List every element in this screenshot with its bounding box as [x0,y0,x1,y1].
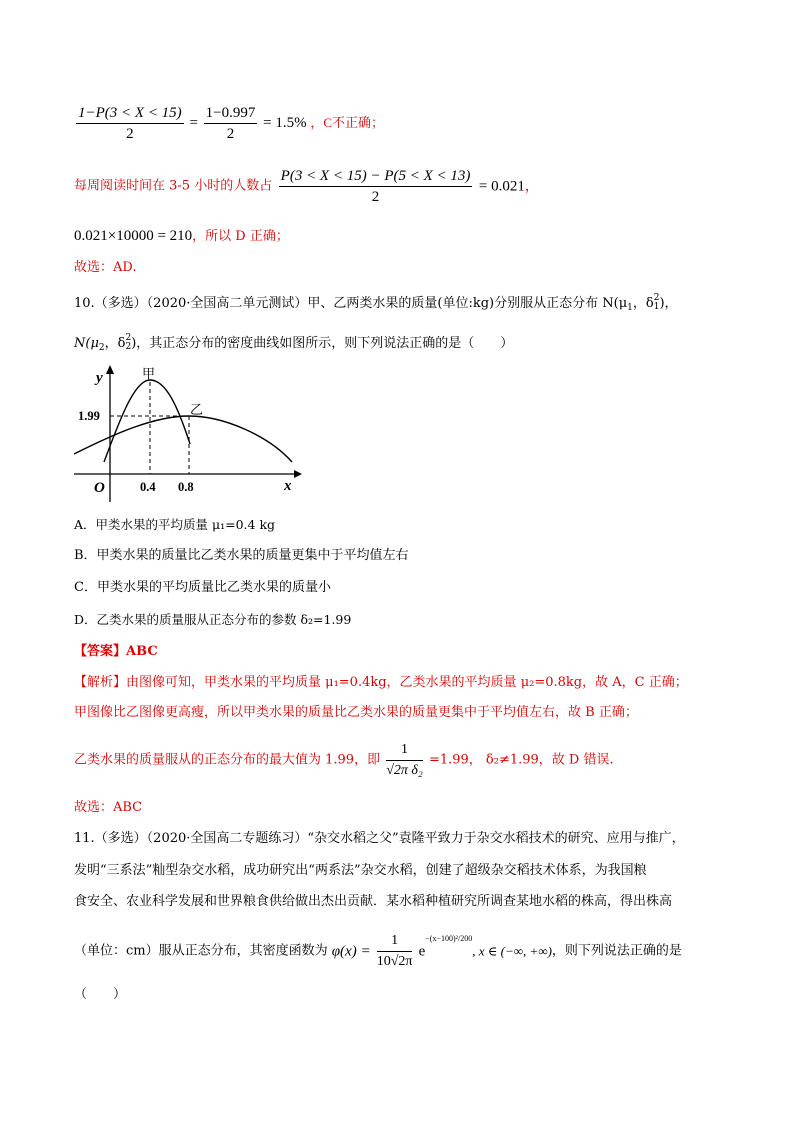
conclusion-c: ，C不正确； [310,114,385,130]
solution-line-1 [74,104,384,143]
density-coefficient [377,932,413,971]
solution-line-3 [74,227,289,246]
q11-answer-blank: （ ） [74,987,127,1002]
solution-line-2 [74,167,539,206]
mu1-subscript: 1 [627,303,633,313]
q10-stem-line-2 [74,334,513,357]
proportion-fraction [279,167,473,206]
fraction-left-numerator: 1−P(3 < X < 15) [76,104,184,124]
analysis-3-text: 乙类水果的质量服从的正态分布的最大值为 1.99，即 [74,752,381,768]
n-mu2: N(μ [74,336,99,351]
product-expression: 0.021×10000 = 210 [74,228,193,244]
choose-ad: 故选：AD. [74,260,137,275]
q11-stem-tail: ，则下列说法正确的是 [551,943,682,959]
delta1-sub: 1 [653,302,660,312]
x-axis-label: x [284,478,292,494]
y-tick-1.99: 1.99 [78,409,100,423]
percent-result: = 1.5% [263,114,307,131]
analysis-3-tail: =1.99， δ₂≠1.99，故 D 错误. [428,752,614,768]
curve-jia-label: 甲 [142,366,156,381]
q10-stem-text: 10.（多选）（2020·全国高二单元测试）甲、乙两类水果的质量(单位:kg)分别服从正态分布 N(μ [74,296,628,311]
fraction-left-denominator: 2 [126,126,134,142]
conclusion-d: ，所以 D 正确； [192,229,289,244]
delta2-sub: 2 [125,342,132,352]
normal-density-graph [74,362,304,502]
q10-stem-line-1 [74,294,678,317]
curve-jia [104,380,190,462]
origin-label: O [94,480,105,496]
fraction-right-numerator: 1−0.997 [204,104,258,124]
comma: ， [524,178,539,195]
delta1-sup: 2 [653,293,660,303]
curve-yi-label: 乙 [190,402,204,417]
x-axis-arrow [294,470,302,478]
mu2-subscript: 2 [98,343,105,353]
fraction-right [204,104,258,143]
proportion-numerator: P(3 < X < 15) − P(5 < X < 13) [279,167,473,187]
fraction-right-denominator: 2 [226,126,235,142]
proportion-denominator: 2 [371,189,380,205]
delta2-sup: 2 [125,333,132,343]
density-max-denominator: √2π δ₂ [386,763,423,778]
analysis-line-1: 【解析】由图像可知，甲类水果的平均质量 μ₁=0.4kg，乙类水果的平均质量 μ₂=0.8kg，故 A，C 正确； [74,675,688,690]
delta-text: ，δ [632,296,654,311]
y-axis-label: y [96,370,103,386]
q11-stem-line-4 [74,930,682,971]
option-b: B．甲类水果的质量比乙类水果的质量更集中于平均值左右 [74,548,409,563]
coef-numerator: 1 [377,932,413,952]
proportion-text: 每周阅读时间在 3-5 小时的人数占 [74,178,273,194]
q11-stem-line-1: 11.（多选）（2020·全国高二专题练习）“杂交水稻之父”袁隆平致力于杂交水稻技术的研究、应用与推广， [74,831,685,846]
exp-base: e [418,943,426,960]
option-a: A．甲类水果的平均质量 μ₁=0.4 kg [74,517,276,532]
coef-denominator: 10√2π [376,954,413,969]
domain: , x ∈ (−∞, +∞) [472,943,552,959]
answer-abc: 【答案】ABC [74,644,158,659]
option-d: D．乙类水果的质量服从正态分布的参数 δ₂=1.99 [74,612,352,627]
analysis-line-3 [74,741,614,780]
exponent: −(x−100)²/200 [425,934,473,943]
option-c: C．甲类水果的平均质量比乙类水果的质量小 [74,580,331,595]
y-axis-arrow [106,365,114,374]
x-tick-0.8: 0.8 [178,480,194,494]
fraction-left [76,104,184,143]
phi-of-x: φ(x) = [331,943,371,960]
x-tick-0.4: 0.4 [140,480,156,494]
q11-stem-line-3: 食安全、农业科学发展和世界粮食供给做出杰出贡献．某水稻种植研究所调查某地水稻的株高，得出株高 [74,894,673,909]
delta2-text: ，δ [104,336,126,351]
q10-stem-tail: )，其正态分布的密度曲线如图所示，则下列说法正确的是（ ） [131,336,514,351]
choose-abc: 故选：ABC [74,800,143,815]
equals-sign: = [189,114,198,131]
analysis-line-2: 甲图像比乙图像更高瘦，所以甲类水果的质量比乙类水果的质量更集中于平均值左右，故 B 正确； [74,705,638,720]
proportion-result: = 0.021 [478,178,525,195]
density-max-numerator: 1 [386,741,423,761]
density-intro: （单位：cm）服从正态分布，其密度函数为 [74,943,328,959]
q11-stem-line-2: 发明“三系法”籼型杂交水稻，成功研究出“两系法”杂交水稻，创建了超级杂交稻技术体系，为我国粮 [74,863,647,878]
stem-close: )， [659,296,678,311]
density-max-fraction [386,741,423,780]
